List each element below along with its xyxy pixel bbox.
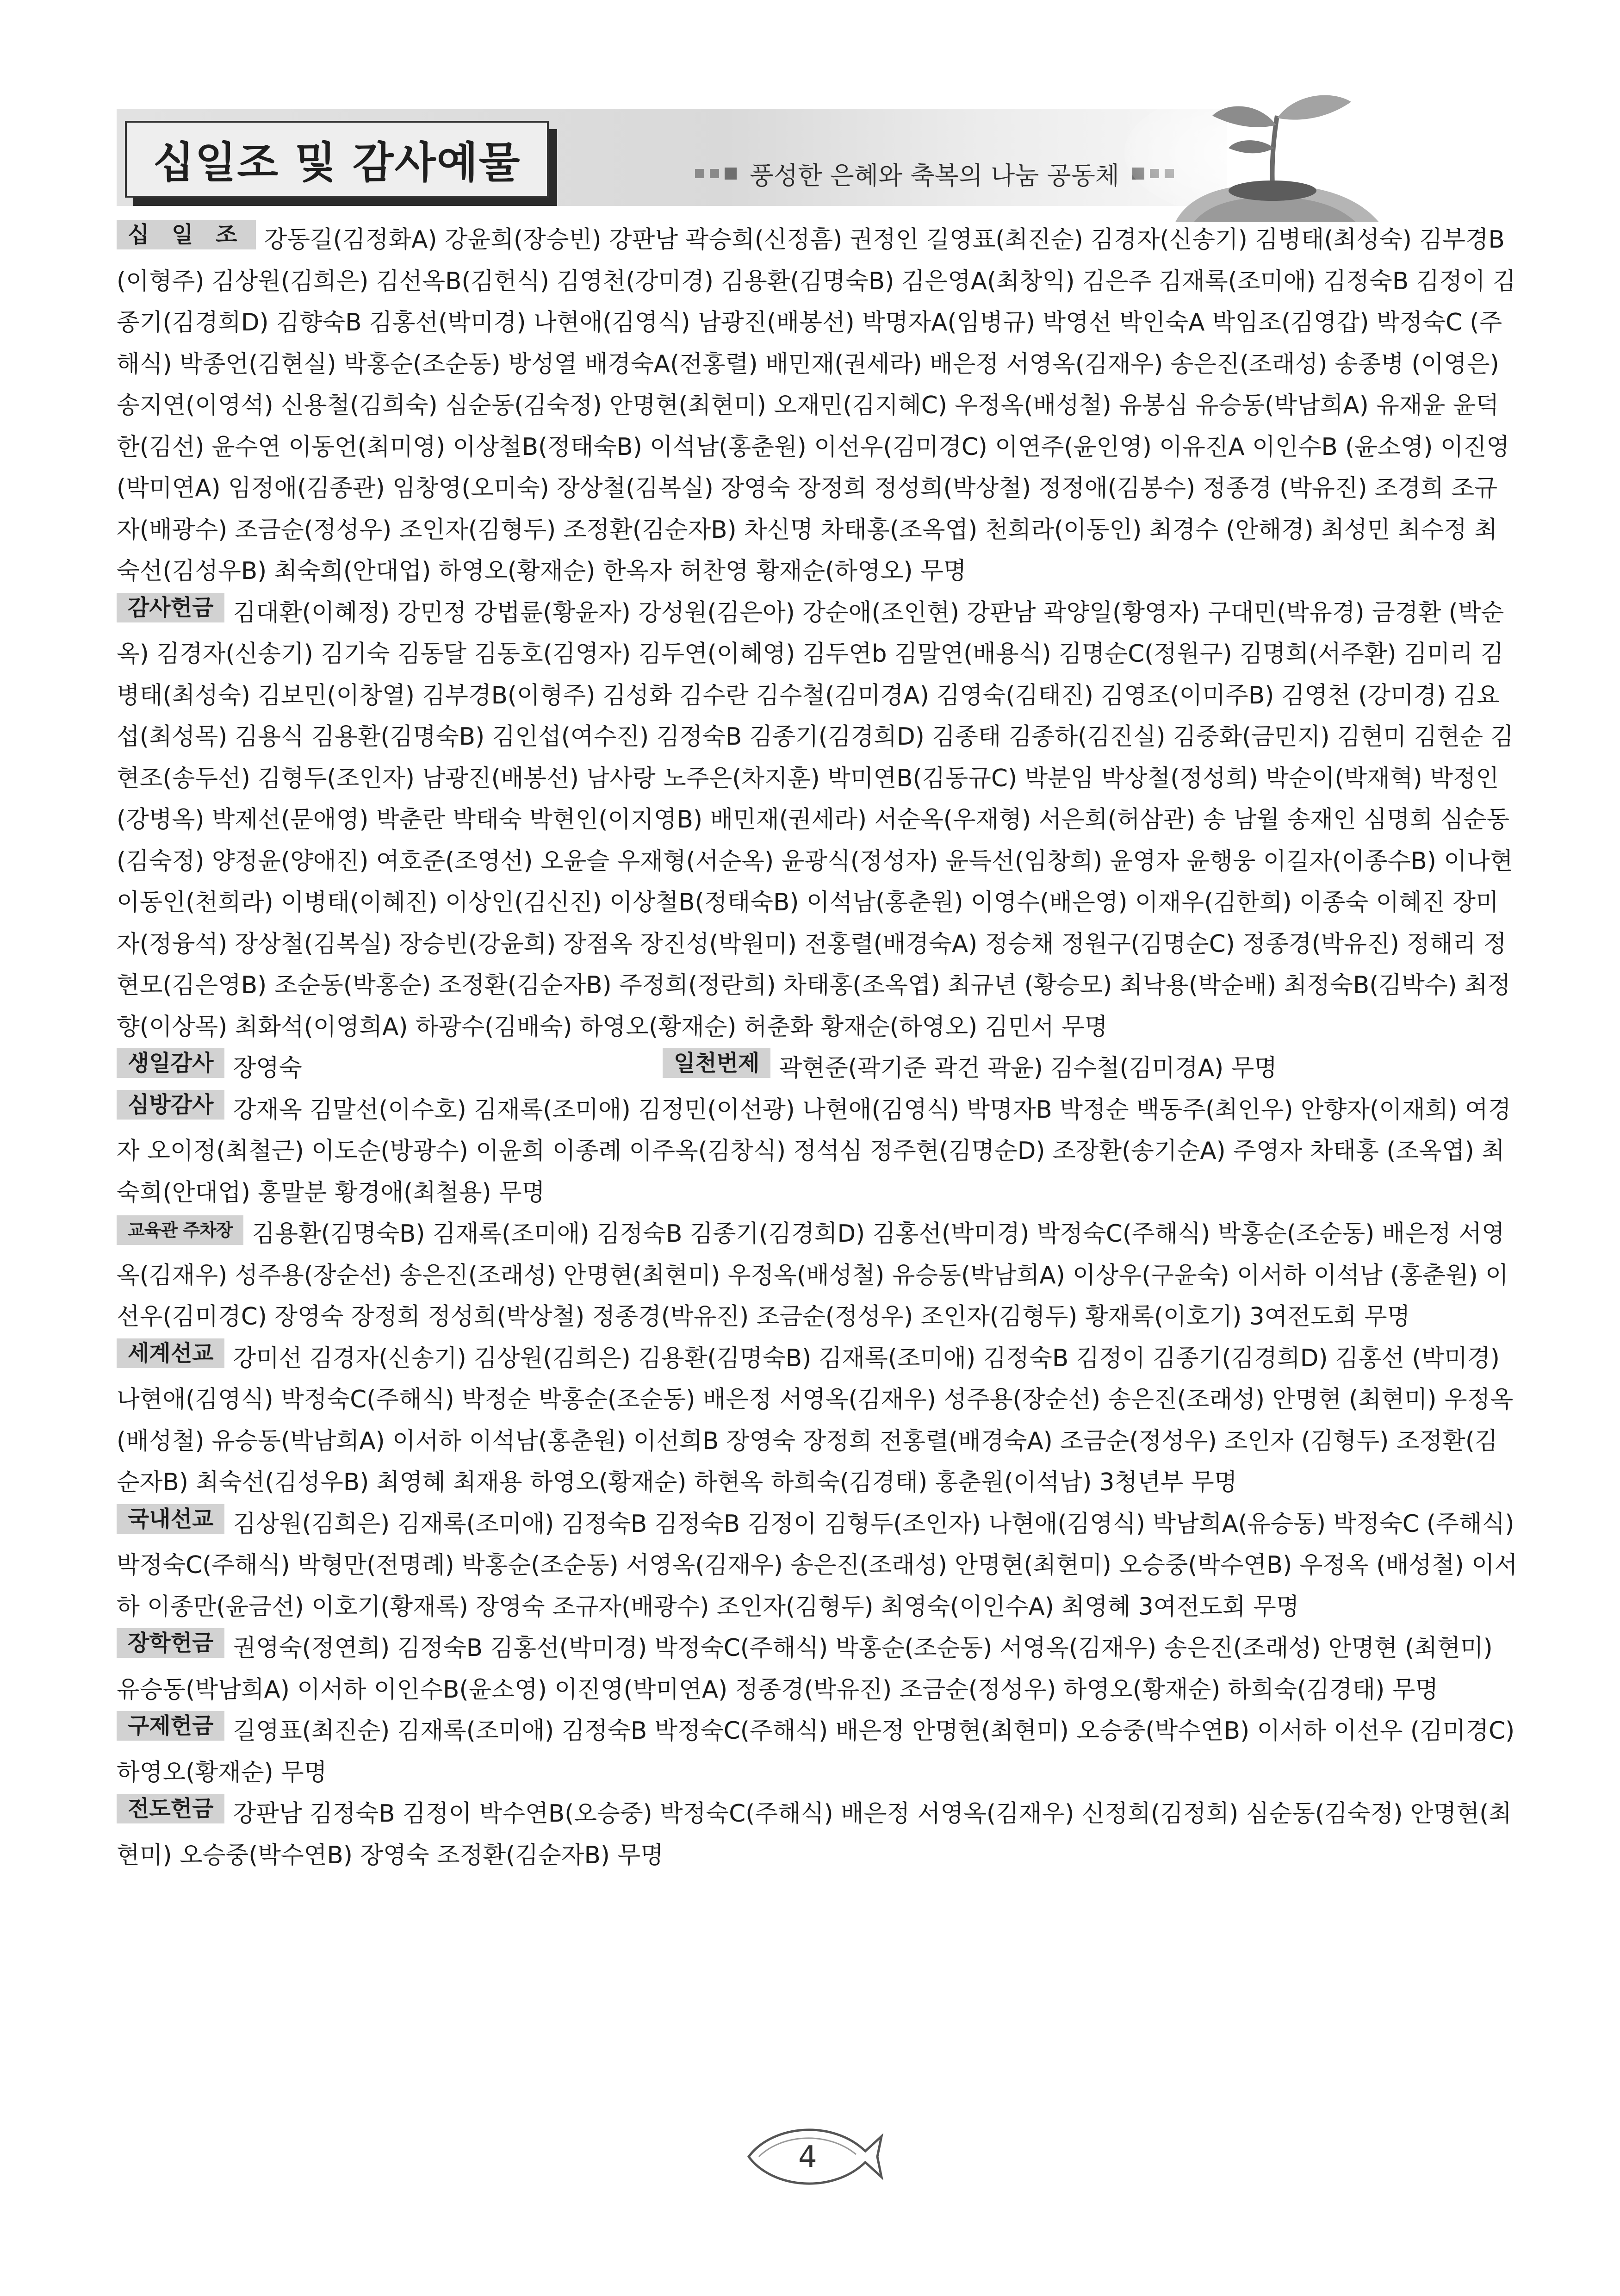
section-parking	[117, 1213, 1519, 1338]
section-evangelism	[117, 1793, 1519, 1876]
section-text: 권영숙(정연희) 김정숙B 김홍선(박미경) 박정숙C(주해식) 박홍순(조순동) 서영옥(김재우) 송은진(조래성) 안명현 (최현미) 유승동(박남희A) 이서하 이인수B(윤소영) 이진영(박미연A) 정종경(박유진) 조금순(정성우) 하영오(황재순) 하희숙(김경태) 무명	[117, 1634, 1493, 1704]
section-ilcheon	[663, 1048, 1277, 1089]
header-banner	[117, 109, 1227, 206]
section-birthday	[117, 1050, 302, 1082]
section-text: 김상원(김희은) 김재록(조미애) 김정숙B 김정숙B 김정이 김형두(조인자) 나현애(김영식) 박남희A(유승동) 박정숙C (주해식) 박정숙C(주해식) 박형만(전명례) 박홍순(조순동) 서영옥(김재우) 송은진(조래성) 안명현(최현미) 오승중(박수연B) 우정옥 (배성철) 이서하 이종만(윤금선) 이호기(황재록) 장영숙 조규자(배광수) 조인자(김형두) 최영숙(이인수A) 최영혜 3여전도회 무명	[117, 1510, 1518, 1621]
section-label: 일천번제	[663, 1048, 770, 1078]
section-label: 장학헌금	[117, 1628, 224, 1658]
section-label: 국내선교	[117, 1504, 224, 1534]
section-label: 전도헌금	[117, 1794, 224, 1823]
page-title: 십일조 및 감사예물	[153, 138, 521, 187]
section-scholarship	[117, 1628, 1519, 1711]
section-label: 교육관 주차장	[117, 1215, 243, 1245]
section-text: 김용환(김명숙B) 김재록(조미애) 김정숙B 김종기(김경희D) 김홍선(박미경) 박정숙C(주해식) 박홍순(조순동) 배은정 서영옥(김재우) 성주용(장순선) 송은진(조래성) 안명현(최현미) 우정옥(배성철) 유승동(박남희A) 이상우(구윤숙) 이서하 이석남 (홍춘원) 이선우(김미경C) 장영숙 장정희 정성희(박상철) 정종경(박유진) 조금순(정성우) 조인자(김형두) 황재록(이호기) 3여전도회 무명	[117, 1220, 1508, 1331]
section-label: 심방감사	[117, 1090, 224, 1120]
page-footer	[740, 2115, 888, 2198]
left-dots-ornament	[695, 168, 737, 180]
section-text: 강미선 김경자(신송기) 김상원(김희은) 김용환(김명숙B) 김재록(조미애) 김정숙B 김정이 김종기(김경희D) 김홍선 (박미경) 나현애(김영식) 박정숙C(주해식) 박정순 박홍순(조순동) 배은정 서영옥(김재우) 성주용(장순선) 송은진(조래성) 안명현 (최현미) 우정옥(배성철) 유승동(박남희A) 이서하 이석남(홍춘원) 이선희B 장영숙 장정희 전홍렬(배경숙A) 조금순(정성우) 조인자 (김형두) 조정환(김순자B) 최숙선(김성우B) 최영혜 최재용 하영오(황재순) 하현옥 하희숙(김경태) 홍춘원(이석남) 3청년부 무명	[117, 1344, 1514, 1496]
section-visit	[117, 1089, 1519, 1214]
section-text: 길영표(최진순) 김재록(조미애) 김정숙B 박정숙C(주해식) 배은정 안명현(최현미) 오승중(박수연B) 이서하 이선우 (김미경C) 하영오(황재순) 무명	[117, 1717, 1515, 1786]
title-box	[125, 121, 549, 198]
section-birthday-ilcheon	[117, 1048, 1519, 1089]
section-label: 십 일 조	[117, 220, 256, 249]
section-thanks	[117, 592, 1519, 1048]
section-label: 구제헌금	[117, 1711, 224, 1741]
page-number: 4	[798, 2140, 817, 2174]
section-world-mission	[117, 1338, 1519, 1504]
section-text: 김대환(이혜정) 강민정 강법륜(황윤자) 강성원(김은아) 강순애(조인현) 강판남 곽양일(황영자) 구대민(박유경) 금경환 (박순옥) 김경자(신송기) 김기숙 김동달 김동호(김영자) 김두연(이혜영) 김두연b 김말연(배용식) 김명순C(정원구) 김명희(서주환) 김미리 김병태(최성숙) 김보민(이창열) 김부경B(이형주) 김성화 김수란 김수철(김미경A) 김영숙(김태진) 김영조(이미주B) 김영천 (강미경) 김요섭(최성목) 김용식 김용환(김명숙B) 김인섭(여수진) 김정숙B 김종기(김경희D) 김종태 김종하(김진실) 김중화(금민지) 김현미 김현순 김현조(송두선) 김형두(조인자) 남광진(배봉선) 남사랑 노주은(차지훈) 박미연B(김동규C) 박분임 박상철(정성희) 박순이(박재혁) 박정인(강병옥) 박제선(문애영) 박춘란 박태숙 박현인(이지영B) 배민재(권세라) 서순옥(우재형) 서은희(허삼관) 송 남월 송재인 심명희 심순동(김숙정) 양정윤(양애진) 여호준(조영선) 오윤슬 우재형(서순옥) 윤광식(정성자) 윤득선(임창희) 윤영자 윤행웅 이길자(이종수B) 이나현 이동인(천희라) 이병태(이혜진) 이상인(김신진) 이상철B(정태숙B) 이석남(홍춘원) 이영수(배은영) 이재우(김한희) 이종숙 이혜진 장미자(정융석) 장상철(김복실) 장승빈(강윤희) 장점옥 장진성(박원미) 전홍렬(배경숙A) 정승채 정원구(김명순C) 정종경(박유진) 정해리 정현모(김은영B) 조순동(박홍순) 조정환(김순자B) 주정희(정란희) 차태홍(조옥엽) 최규년 (황승모) 최낙용(박순배) 최정숙B(김박수) 최정향(이상목) 최화석(이영희A) 하광수(김배숙) 하영오(황재순) 허춘화 황재순(하영오) 김민서 무명	[117, 598, 1514, 1041]
plant-hands-icon	[1120, 83, 1425, 222]
section-label: 생일감사	[117, 1048, 224, 1078]
section-domestic-mission	[117, 1504, 1519, 1628]
offering-list	[117, 219, 1519, 1876]
section-text: 곽현준(곽기준 곽건 곽윤) 김수철(김미경A) 무명	[779, 1054, 1278, 1082]
section-label: 감사헌금	[117, 593, 224, 622]
section-label: 세계선교	[117, 1338, 224, 1368]
section-text: 강재옥 김말선(이수호) 김재록(조미애) 김정민(이선광) 나현애(김영식) 박명자B 박정순 백동주(최인우) 안향자(이재희) 여경자 오이정(최철근) 이도순(방광수) 이윤희 이종례 이주옥(김창식) 정석심 정주현(김명순D) 조장환(송기순A) 주영자 차태홍 (조옥엽) 최숙희(안대업) 홍말분 황경애(최철용) 무명	[117, 1095, 1511, 1207]
section-text: 강판남 김정숙B 김정이 박수연B(오승중) 박정숙C(주해식) 배은정 서영옥(김재우) 신정희(김정희) 심순동(김숙정) 안명현(최현미) 오승중(박수연B) 장영숙 조정환(김순자B) 무명	[117, 1800, 1512, 1869]
section-tithe	[117, 219, 1519, 592]
section-text: 강동길(김정화A) 강윤희(장승빈) 강판남 곽승희(신정흠) 권정인 길영표(최진순) 김경자(신송기) 김병태(최성숙) 김부경B (이형주) 김상원(김희은) 김선옥B(김헌식) 김영천(강미경) 김용환(김명숙B) 김은영A(최창익) 김은주 김재록(조미애) 김정숙B 김정이 김종기(김경희D) 김향숙B 김홍선(박미경) 나현애(김영식) 남광진(배봉선) 박명자A(임병규) 박영선 박인숙A 박임조(김영갑) 박정숙C (주해식) 박종언(김현실) 박홍순(조순동) 방성열 배경숙A(전홍렬) 배민재(권세라) 배은정 서영옥(김재우) 송은진(조래성) 송종병 (이영은) 송지연(이영석) 신용철(김희숙) 심순동(김숙정) 안명현(최현미) 오재민(김지혜C) 우정옥(배성철) 유봉심 유승동(박남희A) 유재윤 윤덕한(김선) 윤수연 이동언(최미영) 이상철B(정태숙B) 이석남(홍춘원) 이선우(김미경C) 이연주(윤인영) 이유진A 이인수B (윤소영) 이진영(박미연A) 임정애(김종관) 임창영(오미숙) 장상철(김복실) 장영숙 장정희 정성희(박상철) 정정애(김봉수) 정종경 (박유진) 조경희 조규자(배광수) 조금순(정성우) 조인자(김형두) 조정환(김순자B) 차신명 차태홍(조옥엽) 천희라(이동인) 최경수 (안해경) 최성민 최수정 최숙선(김성우B) 최숙희(안대업) 하영오(황재순) 한옥자 허찬영 황재순(하영오) 무명	[117, 226, 1516, 585]
subtitle-row	[695, 155, 1174, 192]
section-relief	[117, 1711, 1519, 1793]
section-text: 장영숙	[233, 1054, 302, 1082]
page-subtitle: 풍성한 은혜와 축복의 나눔 공동체	[750, 161, 1119, 190]
